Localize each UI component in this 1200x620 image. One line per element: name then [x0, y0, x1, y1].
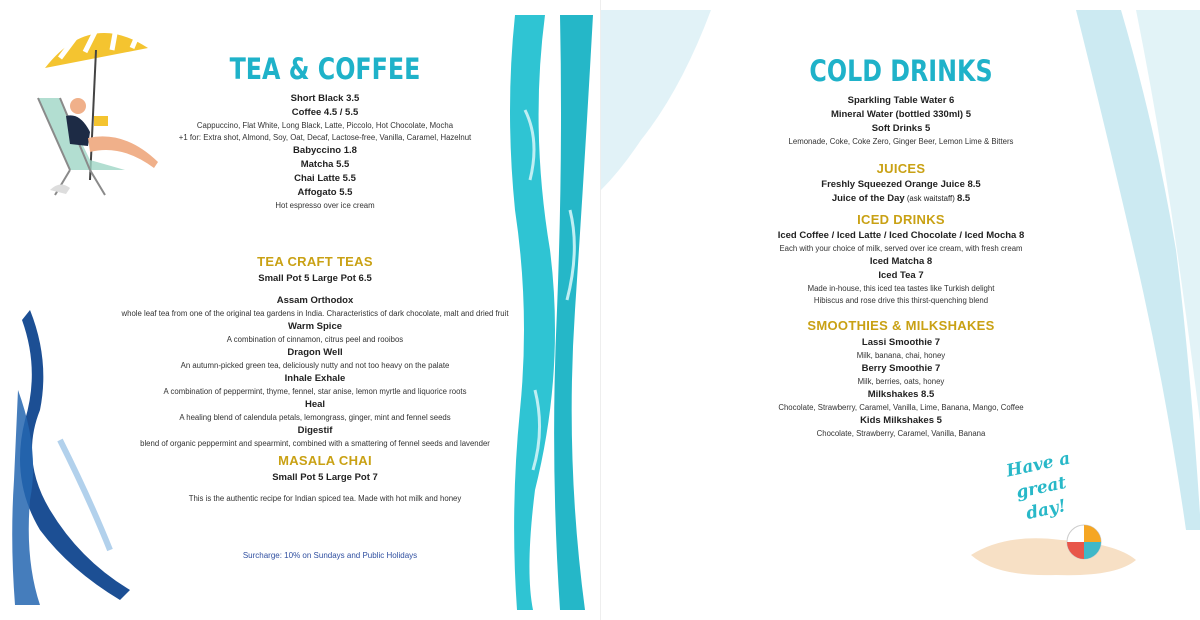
menu-item: Milkshakes 8.5	[867, 389, 935, 400]
masala-chai-list	[120, 471, 530, 505]
menu-item: Digestif	[297, 425, 333, 436]
section-title-masala-chai: MASALA CHAI	[278, 453, 372, 468]
tea-coffee-list	[120, 92, 530, 212]
section-title-juices: JUICES	[876, 161, 926, 176]
menu-item: Coffee 4.5 / 5.5	[291, 107, 359, 118]
menu-item-price: 8.5	[956, 193, 971, 204]
cold-drinks-section	[711, 54, 1091, 148]
section-title-cold-drinks: COLD DRINKS	[809, 54, 993, 88]
spacer	[120, 485, 530, 493]
menu-item: Short Black 3.5	[290, 93, 360, 104]
menu-item-description: A healing blend of calendula petals, lemongrass, ginger, mint and fennel seeds	[179, 413, 451, 422]
spacer	[100, 286, 530, 294]
section-title-tea-coffee: TEA & COFFEE	[229, 52, 421, 86]
menu-item: Inhale Exhale	[284, 373, 346, 384]
tea-craft-list	[100, 272, 530, 450]
menu-item-description: Chocolate, Strawberry, Caramel, Vanilla, Lime, Banana, Mango, Coffee	[778, 403, 1024, 412]
beach-ball-icon	[1064, 522, 1104, 562]
right-menu-page	[600, 0, 1200, 620]
menu-item-description: This is the authentic recipe for Indian spiced tea. Made with hot milk and honey	[188, 494, 462, 503]
menu-item: Assam Orthodox	[276, 295, 354, 306]
menu-item: Berry Smoothie 7	[861, 363, 941, 374]
menu-item: Heal	[304, 399, 326, 410]
menu-item: Soft Drinks 5	[871, 123, 931, 134]
menu-item-description: blend of organic peppermint and spearmint, combined with a smattering of fennel seeds and lavender	[140, 439, 490, 448]
menu-item: Matcha 5.5	[300, 159, 350, 170]
tea-coffee-section	[120, 52, 530, 212]
menu-item: Chai Latte 5.5	[294, 173, 356, 184]
smoothies-section	[711, 318, 1091, 440]
menu-item-description: +1 for: Extra shot, Almond, Soy, Oat, Decaf, Lactose-free, Vanilla, Caramel, Hazelnut	[178, 133, 472, 142]
surcharge-note	[130, 545, 530, 563]
menu-item-description: Milk, banana, chai, honey	[856, 351, 946, 360]
menu-item-description: Cappuccino, Flat White, Long Black, Latte, Piccolo, Hot Chocolate, Mocha	[196, 121, 454, 130]
menu-item: Dragon Well	[287, 347, 343, 358]
smoothies-list	[711, 336, 1091, 440]
menu-item-description: Milk, berries, oats, honey	[857, 377, 945, 386]
menu-item: Freshly Squeezed Orange Juice 8.5	[821, 179, 981, 190]
section-title-iced-drinks: ICED DRINKS	[857, 212, 945, 227]
menu-item-description: A combination of cinnamon, citrus peel and rooibos	[226, 335, 404, 344]
menu-item: Small Pot 5 Large Pot 7	[272, 472, 378, 483]
menu-item: Small Pot 5 Large Pot 6.5	[258, 273, 372, 284]
menu-item-description: Each with your choice of milk, served over ice cream, with fresh cream	[779, 244, 1023, 253]
menu-item-description: Hot espresso over ice cream	[275, 201, 375, 210]
menu-item: Affogato 5.5	[297, 187, 353, 198]
menu-item: Warm Spice	[287, 321, 343, 332]
menu-item-note: (ask waitstaff)	[904, 194, 957, 203]
cold-drinks-list	[711, 94, 1091, 148]
menu-item: Lassi Smoothie 7	[861, 337, 941, 348]
menu-item-description: whole leaf tea from one of the original tea gardens in India. Characteristics of dark chocolate, malt and dried fruit	[121, 309, 509, 318]
menu-item: Kids Milkshakes 5	[860, 415, 942, 426]
iced-drinks-section	[711, 212, 1091, 307]
menu-item: Iced Coffee / Iced Latte / Iced Chocolate / Iced Mocha 8	[777, 230, 1025, 241]
menu-item-description: Made in-house, this iced tea tastes like Turkish delight	[807, 284, 995, 293]
menu-item	[711, 192, 1091, 206]
greeting-line-1: Have a	[1004, 448, 1073, 482]
menu-item-name: Juice of the Day	[831, 193, 905, 204]
greeting-line-3: day!	[1024, 496, 1068, 524]
menu-item: Mineral Water (bottled 330ml) 5	[830, 109, 972, 120]
masala-chai-section	[120, 453, 530, 505]
section-title-tea-craft: TEA CRAFT TEAS	[257, 254, 373, 269]
menu-item: Iced Tea 7	[878, 270, 924, 281]
menu-item: Sparkling Table Water 6	[847, 95, 955, 106]
light-water-wash-right-decoration	[1076, 10, 1200, 530]
menu-item: Iced Matcha 8	[869, 256, 933, 267]
menu-item-description: An autumn-picked green tea, deliciously nutty and not too heavy on the palate	[180, 361, 450, 370]
menu-item-description: Chocolate, Strawberry, Caramel, Vanilla, Banana	[816, 429, 986, 438]
greeting-line-2: great	[1014, 472, 1069, 504]
juices-section	[711, 161, 1091, 206]
surcharge-text: Surcharge: 10% on Sundays and Public Holidays	[242, 551, 418, 560]
tea-craft-section	[100, 254, 530, 450]
section-title-smoothies: SMOOTHIES & MILKSHAKES	[807, 318, 995, 333]
juices-list	[711, 178, 1091, 206]
menu-item-description: A combination of peppermint, thyme, fennel, star anise, lemon myrtle and liquorice roots	[163, 387, 467, 396]
menu-item-description: Hibiscus and rose drive this thirst-quenching blend	[813, 296, 989, 305]
menu-item: Babyccino 1.8	[293, 145, 357, 156]
menu-item-description: Lemonade, Coke, Coke Zero, Ginger Beer, Lemon Lime & Bitters	[788, 137, 1014, 146]
iced-drinks-list	[711, 229, 1091, 307]
